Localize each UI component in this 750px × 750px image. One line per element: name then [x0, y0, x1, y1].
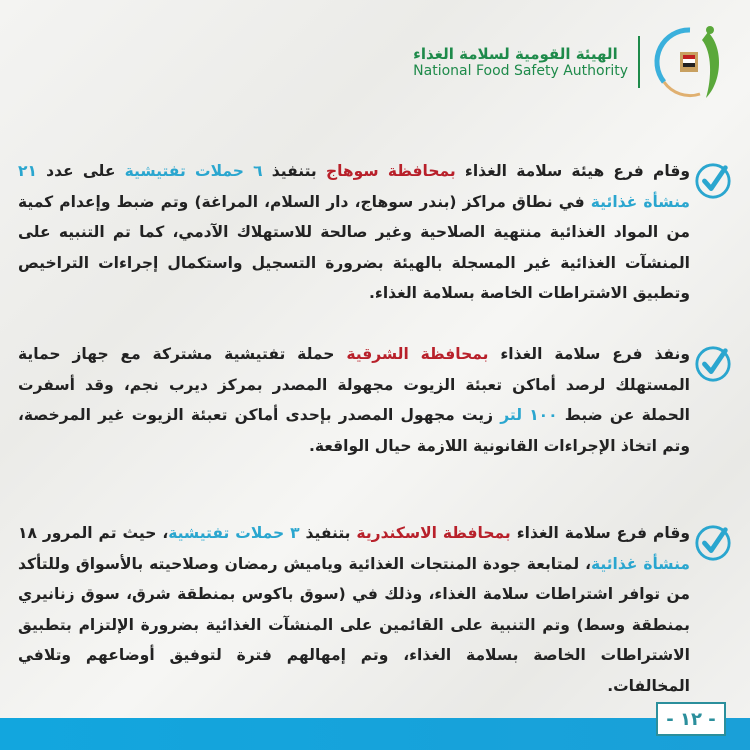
checkmark-icon: [694, 162, 732, 200]
org-name: [413, 45, 628, 79]
page-number-text: - ١٢ -: [666, 708, 716, 730]
paragraph-text: زيت مجهول المصدر بإحدى أماكن تعبئة الزيوت غير المرخصة، وتم اتخاذ الإجراءات القانونية اللازمة حيال الواقعة.: [18, 406, 690, 455]
header: [413, 22, 730, 102]
page-number: [656, 702, 726, 736]
divider: [638, 36, 640, 88]
paragraph: [18, 156, 690, 309]
org-name-english: National Food Safety Authority: [413, 63, 628, 79]
paragraph-text: ، حيث تم المرور ١٨: [18, 524, 169, 542]
paragraph-text: على عدد: [36, 162, 125, 180]
governorate-highlight: بمحافظة الاسكندرية: [356, 524, 511, 542]
figure-highlight: ١٠٠ لتر: [500, 406, 558, 424]
paragraph-text: في نطاق مراكز (بندر سوهاج، دار السلام، المراغة) وتم ضبط وإعدام كمية من المواد الغذائية منتهية الصلاحية وغير صالحة للاستهلاك الآدمي، كما تم التنبيه على المنشآت الغذائية غير المسجلة بالهيئة بضرورة التسجيل واستكمال إجراءات التراخيص وتطبيق الاشتراطات الخاصة بسلامة الغذاء.: [18, 192, 690, 302]
paragraph: [18, 518, 690, 701]
nfsa-logo-icon: [650, 22, 730, 102]
org-name-arabic: الهيئة القومية لسلامة الغذاء: [413, 45, 618, 63]
paragraph-text: ونفذ فرع سلامة الغذاء: [488, 345, 691, 363]
paragraph-text: بتنفيذ: [262, 162, 326, 180]
checkmark-icon: [694, 524, 732, 562]
figure-highlight: ٣ حملات تفتيشية: [168, 524, 300, 542]
footer-bar: [0, 718, 750, 750]
figure-highlight: ٢١ منشأة غذائية: [18, 162, 690, 211]
checkmark-icon: [694, 345, 732, 383]
governorate-highlight: بمحافظة الشرقية: [346, 345, 489, 363]
paragraph-text: ، لمتابعة جودة المنتجات الغذائية وياميش رمضان وصلاحيته بالأسواق وللتأكد من توافر اشتراطات سلامة الغذاء، وذلك في (سوق باكوس بمنطقة شرق، سوق زنانيري بمنطقة وسط) وتم التنبية على القائمين على المنشآت الغذائية بضرورة الإلتزام بتطبيق الاشتراطات الخاصة بسلامة الغذاء، وتم إمهالهم فترة لتوفيق أوضاعهم وتلافي المخالفات.: [18, 554, 690, 695]
paragraph: [18, 339, 690, 461]
paragraph-text: بتنفيذ: [299, 524, 357, 542]
figure-highlight: ٦ حملات تفتيشية: [124, 162, 263, 180]
figure-highlight: منشأة غذائية: [590, 554, 691, 573]
paragraph-text: حملة تفتيشية مشتركة مع جهاز حماية المستهلك لرصد أماكن تعبئة الزيوت مجهولة المصدر بمركز ديرب نجم، وقد أسفرت الحملة عن ضبط: [18, 345, 690, 424]
governorate-highlight: بمحافظة سوهاج: [325, 162, 456, 180]
paragraph-text: وقام فرع هيئة سلامة الغذاء: [455, 162, 690, 180]
paragraph-text: وقام فرع سلامة الغذاء: [510, 524, 690, 542]
